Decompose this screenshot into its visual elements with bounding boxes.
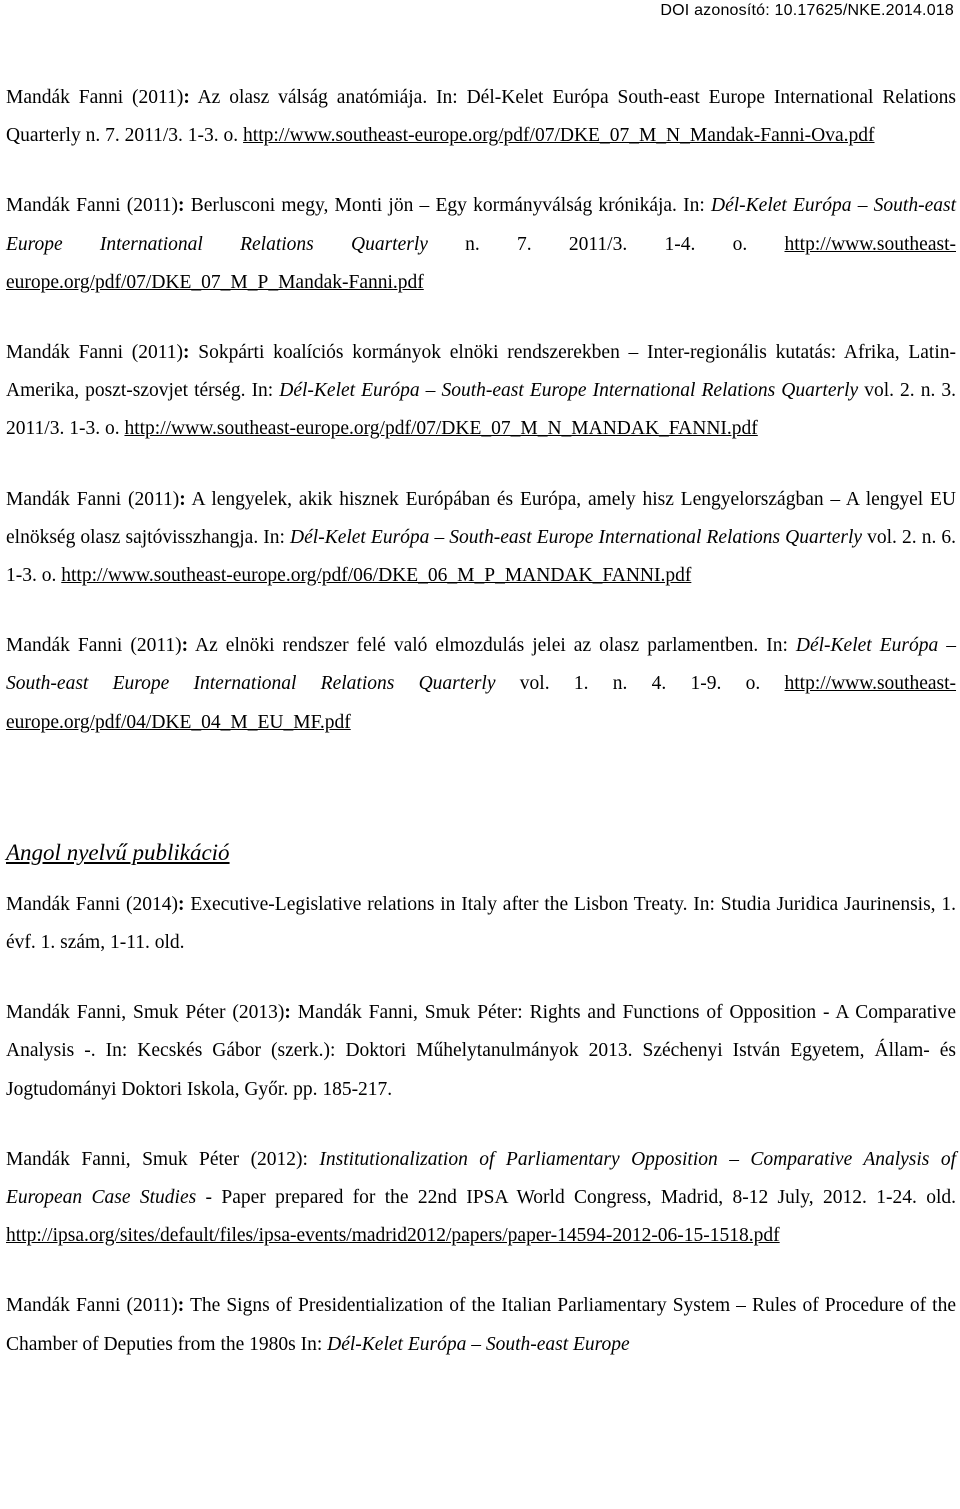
entry-source: Dél-Kelet Európa – South-east Europe International Relations Quarterly <box>6 195 956 255</box>
entry-link[interactable]: http://ipsa.org/sites/default/files/ipsa-events/madrid2012/papers/paper-14594-2012-06-15-1518.pdf <box>6 1225 780 1247</box>
entry-link[interactable]: http://www.southeast-europe.org/pdf/06/DKE_06_M_P_MANDAK_FANNI.pdf <box>61 565 692 587</box>
entry-year: (2011) <box>132 87 184 108</box>
entry-author: Mandák Fanni <box>6 893 121 915</box>
entry-author: Mandák Fanni <box>6 488 122 510</box>
publication-entry: Mandák Fanni (2011): A lengyelek, akik hisznek Európában és Európa, amely hisz Lengyelországban – A lengyel EU elnökség olasz sajtóvisszhangja. In: Dél-Kelet Európa – South-east Europe International Relations Quarterly vol. 2. n. 6. 1-3. o. http://www.southeast-europe.org/pdf/06/DKE_06_M_P_MANDAK_FANNI.pdf <box>6 488 957 587</box>
entry-source: Dél-Kelet Európa – South-east Europe <box>327 1333 630 1355</box>
entry-year: (2014) <box>126 893 178 915</box>
entry-source: Dél-Kelet Európa – South-east Europe International Relations Quarterly <box>6 635 956 695</box>
section-heading: Angol nyelvű publikáció <box>6 839 230 865</box>
entry-source: Dél-Kelet Európa South-east Europe International Relations Quarterly <box>6 87 956 147</box>
entry-author: Mandák Fanni <box>6 342 124 364</box>
entry-title: A lengyelek, akik hisznek Európában és Európa, amely hisz Lengyelországban – A lengyel EU elnökség olasz sajtóvisszhangja. <box>6 488 956 548</box>
entry-author: Mandák Fanni <box>6 195 121 217</box>
entry-source: Dél-Kelet Európa – South-east Europe International Relations Quarterly <box>279 380 859 402</box>
entry-link[interactable]: http://www.southeast-europe.org/pdf/04/DKE_04_M_EU_MF.pdf <box>6 673 957 733</box>
entry-text: - Paper prepared for the 22nd IPSA World Congress, Madrid, 8-12 July, 2012. 1-24. old. <box>205 1187 956 1209</box>
doi-identifier: DOI azonosító: 10.17625/NKE.2014.018 <box>660 2 954 19</box>
entry-in-label: In: <box>251 380 274 402</box>
entry-author: Mandák Fanni <box>6 635 123 657</box>
entry-in-label: In: <box>683 195 705 217</box>
entry-link[interactable]: http://www.southeast-europe.org/pdf/07/DKE_07_M_N_Mandak-Fanni-Ova.pdf <box>243 125 875 147</box>
publication-entry: Mandák Fanni (2011): Az elnöki rendszer felé való elmozdulás jelei az olasz parlamentben. In: Dél-Kelet Európa – South-east Europe International Relations Quarterly vol. 1. n. 4. 1-9. o. http://www.southeast-europe.org/pdf/04/DKE_04_M_EU_MF.pdf <box>6 635 957 733</box>
entry-year: (2011) <box>127 488 180 510</box>
publication-entry: Mandák Fanni, Smuk Péter (2013): Mandák Fanni, Smuk Péter: Rights and Functions of Opposition - A Comparative Analysis -. In: Kecskés Gábor (szerk.): Doktori Műhelytanulmányok 2013. Széchenyi István Egyetem, Állam- és Jogtudományi Doktori Iskola, Győr. pp. 185-217. <box>6 1002 956 1100</box>
publication-entry: Mandák Fanni (2011): Sokpárti koalíciós kormányok elnöki rendszerekben – Inter-regionális kutatás: Afrika, Latin-Amerika, poszt-szovjet térség. In: Dél-Kelet Európa – South-east Europe International Relations Quarterly vol. 2. n. 3. 2011/3. 1-3. o. http://www.southeast-europe.org/pdf/07/DKE_07_M_N_MANDAK_FANNI.pdf <box>6 342 957 440</box>
entry-author: Mandák Fanni <box>6 1295 121 1317</box>
entry-details: vol. 1. n. 4. 1-9. o. <box>519 673 761 695</box>
entry-year: (2012): <box>250 1148 308 1170</box>
entry-author: Mandák Fanni, Smuk Péter <box>6 1148 240 1170</box>
entry-year: (2011) <box>131 342 184 364</box>
entry-in-label: In: <box>766 635 788 657</box>
entry-details: vol. 2. n. 3. 2011/3. 1-3. o. <box>6 380 956 440</box>
entry-in-label: In: <box>263 526 285 548</box>
entry-year: (2011) <box>130 635 182 657</box>
publication-entry: Mandák Fanni (2011): Berlusconi megy, Monti jön – Egy kormányválság krónikája. In: Dél-Kelet Európa – South-east Europe International Relations Quarterly n. 7. 2011/3. 1-4. o. http://www.southeast-europe.org/pdf/07/DKE_07_M_P_Mandak-Fanni.pdf <box>6 195 956 293</box>
entry-source: Dél-Kelet Európa – South-east Europe International Relations Quarterly <box>290 526 863 548</box>
entry-author: Mandák Fanni, Smuk Péter <box>6 1002 226 1024</box>
publication-list <box>6 79 956 1396</box>
entry-text: The Signs of Presidentialization of the Italian Parliamentary System – Rules of Procedure of the Chamber of Deputies from the 1980s In: <box>6 1295 957 1355</box>
entry-in-label: In: <box>436 87 458 108</box>
entry-link[interactable]: http://www.southeast-europe.org/pdf/07/DKE_07_M_N_MANDAK_FANNI.pdf <box>124 418 758 440</box>
entry-author: Mandák Fanni <box>6 87 124 108</box>
entry-year: (2011) <box>126 1295 178 1317</box>
publication-entry: Mandák Fanni (2011): Az olasz válság anatómiája. In: Dél-Kelet Európa South-east Europe International Relations Quarterly n. 7. 2011/3. 1-3. o. http://www.southeast-europe.org/pdf/07/DKE_07_M_N_Mandak-Fanni-Ova.pdf <box>6 87 956 147</box>
entry-title: Az olasz válság anatómiája. <box>197 87 428 108</box>
entry-text: Mandák Fanni, Smuk Péter: Rights and Functions of Opposition - A Comparative Analysis -. In: Kecskés Gábor (szerk.): Doktori Műhelytanulmányok 2013. Széchenyi István Egyetem, Állam- és Jogtudományi Doktori Iskola, Győr. pp. 185-217. <box>6 1002 956 1100</box>
entry-title: Institutionalization of Parliamentary Opposition – Comparative Analysis of European Case Studies <box>6 1148 957 1209</box>
entry-title: Sokpárti koalíciós kormányok elnöki rendszerekben – Inter-regionális kutatás: Afrika, Latin-Amerika, poszt-szovjet térség. <box>6 342 957 402</box>
entry-title: Az elnöki rendszer felé való elmozdulás jelei az olasz parlamentben. <box>195 635 759 657</box>
entry-details: n. 7. 2011/3. 1-4. o. <box>465 233 748 255</box>
publication-entry <box>6 1141 956 1256</box>
publication-entry: Mandák Fanni (2014): Executive-Legislative relations in Italy after the Lisbon Treaty. In: Studia Juridica Jaurinensis, 1. évf. 1. szám, 1-11. old. <box>6 893 957 954</box>
entry-details: n. 7. 2011/3. 1-3. o. <box>85 125 239 147</box>
entry-title: Berlusconi megy, Monti jön – Egy kormányválság krónikája. <box>190 195 677 217</box>
entry-year: (2011) <box>126 195 178 217</box>
publication-entry: Mandák Fanni (2011): The Signs of Presidentialization of the Italian Parliamentary System – Rules of Procedure of the Chamber of Deputies from the 1980s In: Dél-Kelet Európa – South-east Europe <box>6 1295 957 1355</box>
entry-link[interactable]: http://www.southeast-europe.org/pdf/07/DKE_07_M_P_Mandak-Fanni.pdf <box>6 233 956 293</box>
entry-text: Executive-Legislative relations in Italy after the Lisbon Treaty. In: Studia Juridica Jaurinensis, 1. évf. 1. szám, 1-11. old. <box>6 893 957 954</box>
entry-details: vol. 2. n. 6. 1-3. o. <box>6 526 957 587</box>
entry-year: (2013) <box>232 1002 285 1024</box>
